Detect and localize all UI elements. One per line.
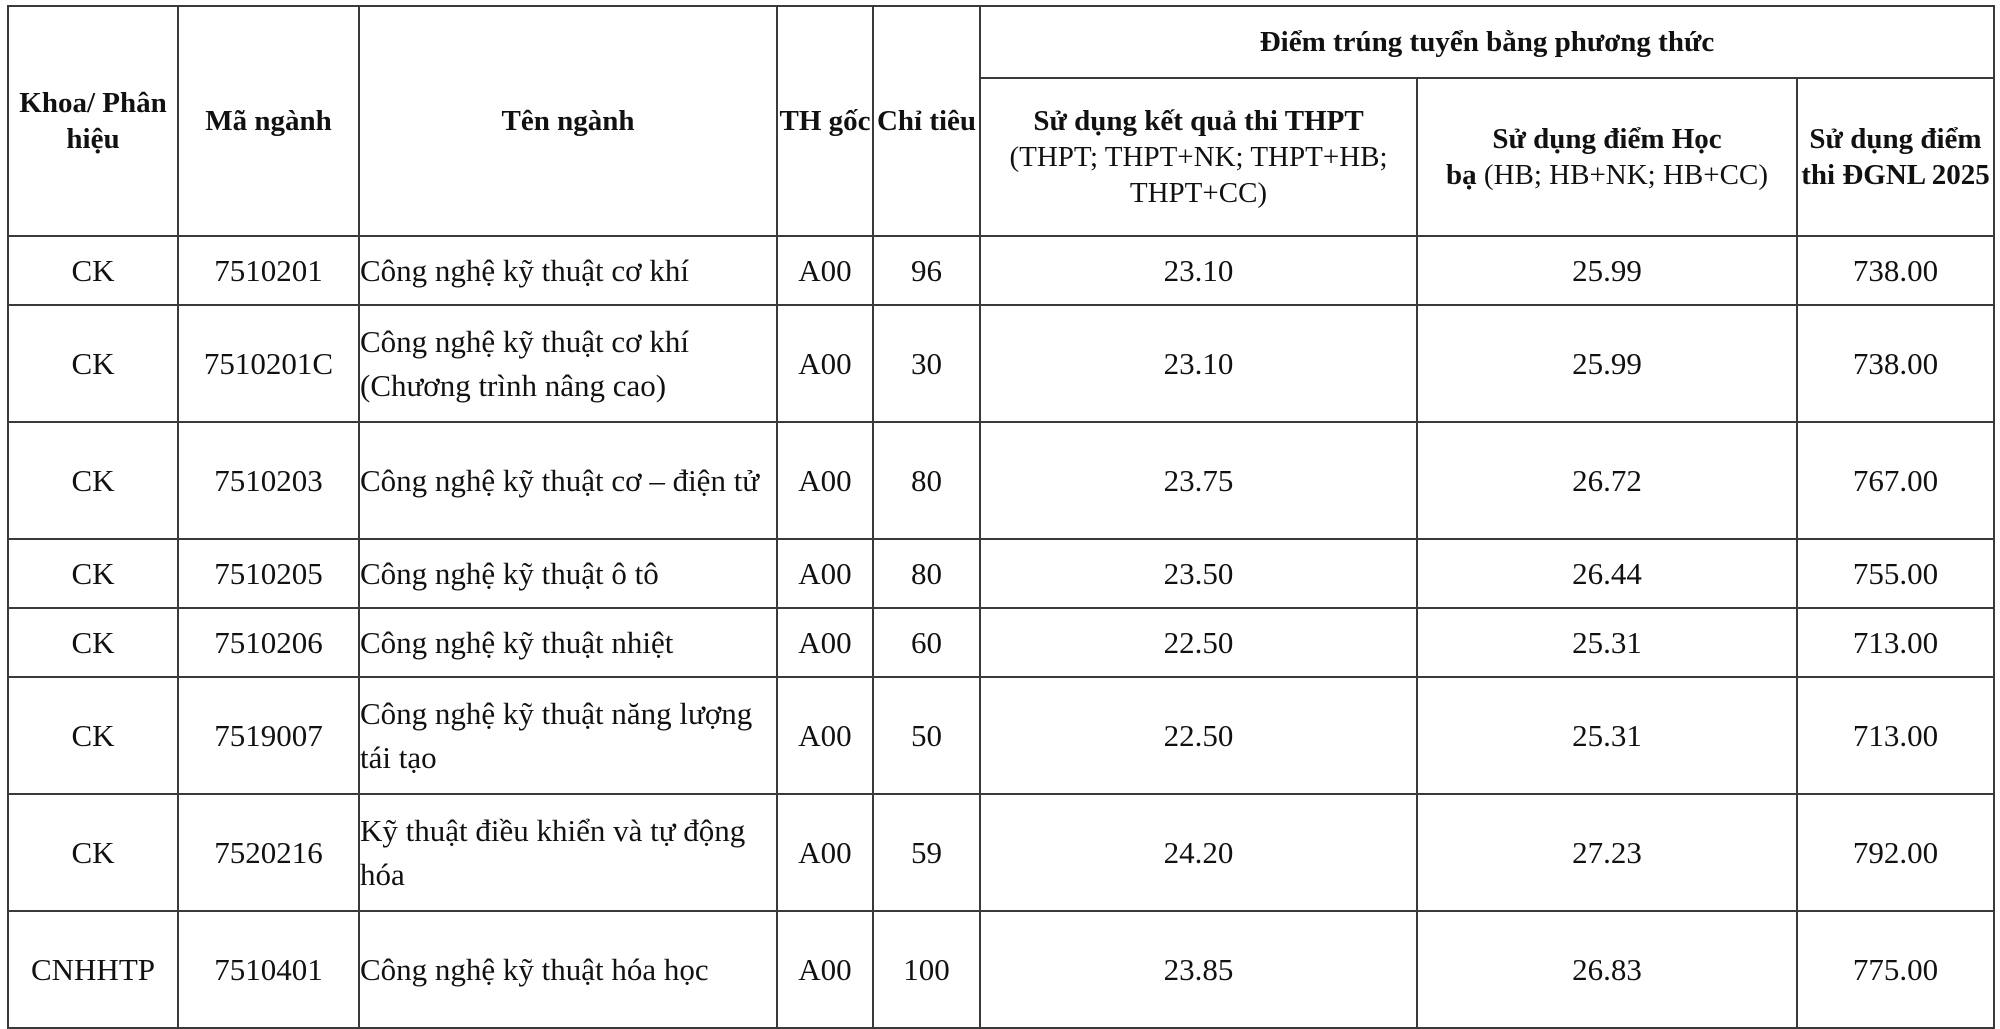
cell-major-code: 7510201 — [178, 236, 359, 305]
cell-score-hb: 25.99 — [1417, 236, 1797, 305]
header-method-thpt — [980, 78, 1417, 236]
cell-score-dgnl: 767.00 — [1797, 422, 1994, 539]
cell-major-code: 7510206 — [178, 608, 359, 677]
cell-score-hb: 27.23 — [1417, 794, 1797, 911]
cell-score-thpt: 23.10 — [980, 236, 1417, 305]
header-subject-combination: TH gốc — [777, 6, 873, 236]
cell-quota: 100 — [873, 911, 980, 1028]
cell-score-thpt: 23.75 — [980, 422, 1417, 539]
cell-faculty: CK — [8, 794, 178, 911]
admission-scores-table — [7, 5, 1995, 1029]
table-row — [8, 608, 1994, 677]
cell-quota: 50 — [873, 677, 980, 794]
cell-major-code: 7510205 — [178, 539, 359, 608]
cell-major-name: Công nghệ kỹ thuật cơ khí — [359, 236, 777, 305]
cell-score-dgnl: 775.00 — [1797, 911, 1994, 1028]
cell-score-thpt: 22.50 — [980, 608, 1417, 677]
method-hb-title: Sử dụng điểm Học — [1492, 123, 1722, 155]
cell-major-code: 7510201C — [178, 305, 359, 422]
table-row — [8, 911, 1994, 1028]
cell-major-code: 7510401 — [178, 911, 359, 1028]
table-row — [8, 794, 1994, 911]
table-row — [8, 677, 1994, 794]
cell-score-thpt: 23.50 — [980, 539, 1417, 608]
table-row — [8, 539, 1994, 608]
cell-score-dgnl: 713.00 — [1797, 677, 1994, 794]
cell-score-hb: 26.83 — [1417, 911, 1797, 1028]
cell-quota: 80 — [873, 422, 980, 539]
cell-faculty: CK — [8, 305, 178, 422]
cell-combination: A00 — [777, 539, 873, 608]
cell-faculty: CK — [8, 677, 178, 794]
cell-score-dgnl: 738.00 — [1797, 236, 1994, 305]
cell-combination: A00 — [777, 794, 873, 911]
method-hb-detail-line — [1418, 157, 1796, 193]
cell-quota: 96 — [873, 236, 980, 305]
cell-combination: A00 — [777, 911, 873, 1028]
cell-quota: 59 — [873, 794, 980, 911]
cell-score-hb: 25.31 — [1417, 677, 1797, 794]
cell-faculty: CK — [8, 236, 178, 305]
cell-major-name: Công nghệ kỹ thuật ô tô — [359, 539, 777, 608]
table-row — [8, 236, 1994, 305]
header-method-transcript — [1417, 78, 1797, 236]
cell-score-thpt: 22.50 — [980, 677, 1417, 794]
cell-quota: 60 — [873, 608, 980, 677]
cell-major-name: Công nghệ kỹ thuật hóa học — [359, 911, 777, 1028]
cell-score-dgnl: 713.00 — [1797, 608, 1994, 677]
cell-combination: A00 — [777, 305, 873, 422]
cell-major-name: Công nghệ kỹ thuật nhiệt — [359, 608, 777, 677]
cell-combination: A00 — [777, 677, 873, 794]
header-major-code: Mã ngành — [178, 6, 359, 236]
cell-quota: 30 — [873, 305, 980, 422]
method-hb-detail: (HB; HB+NK; HB+CC) — [1476, 159, 1768, 191]
cell-major-name: Kỹ thuật điều khiển và tự động hóa — [359, 794, 777, 911]
cell-score-hb: 25.31 — [1417, 608, 1797, 677]
header-method-dgnl: Sử dụng điểm thi ĐGNL 2025 — [1797, 78, 1994, 236]
header-faculty: Khoa/ Phân hiệu — [8, 6, 178, 236]
header-admission-methods: Điểm trúng tuyển bằng phương thức — [980, 6, 1994, 78]
cell-combination: A00 — [777, 608, 873, 677]
cell-score-thpt: 23.85 — [980, 911, 1417, 1028]
cell-score-hb: 26.44 — [1417, 539, 1797, 608]
cell-combination: A00 — [777, 422, 873, 539]
header-quota: Chỉ tiêu — [873, 6, 980, 236]
cell-score-thpt: 24.20 — [980, 794, 1417, 911]
cell-faculty: CK — [8, 422, 178, 539]
cell-faculty: CNHHTP — [8, 911, 178, 1028]
cell-major-code: 7519007 — [178, 677, 359, 794]
cell-score-dgnl: 738.00 — [1797, 305, 1994, 422]
cell-score-dgnl: 792.00 — [1797, 794, 1994, 911]
table-row — [8, 305, 1994, 422]
table-row — [8, 422, 1994, 539]
cell-faculty: CK — [8, 608, 178, 677]
method-thpt-title: Sử dụng kết quả thi THPT — [1033, 105, 1364, 137]
cell-major-name: Công nghệ kỹ thuật năng lượng tái tạo — [359, 677, 777, 794]
header-major-name: Tên ngành — [359, 6, 777, 236]
cell-score-hb: 25.99 — [1417, 305, 1797, 422]
cell-major-code: 7510203 — [178, 422, 359, 539]
cell-score-dgnl: 755.00 — [1797, 539, 1994, 608]
cell-combination: A00 — [777, 236, 873, 305]
header-row-primary — [8, 6, 1994, 78]
cell-score-thpt: 23.10 — [980, 305, 1417, 422]
cell-major-name: Công nghệ kỹ thuật cơ – điện tử — [359, 422, 777, 539]
method-hb-detail-bold: bạ — [1446, 159, 1477, 191]
cell-faculty: CK — [8, 539, 178, 608]
cell-major-code: 7520216 — [178, 794, 359, 911]
method-thpt-detail: (THPT; THPT+NK; THPT+HB; THPT+CC) — [1009, 141, 1388, 209]
cell-quota: 80 — [873, 539, 980, 608]
cell-score-hb: 26.72 — [1417, 422, 1797, 539]
cell-major-name: Công nghệ kỹ thuật cơ khí (Chương trình nâng cao) — [359, 305, 777, 422]
